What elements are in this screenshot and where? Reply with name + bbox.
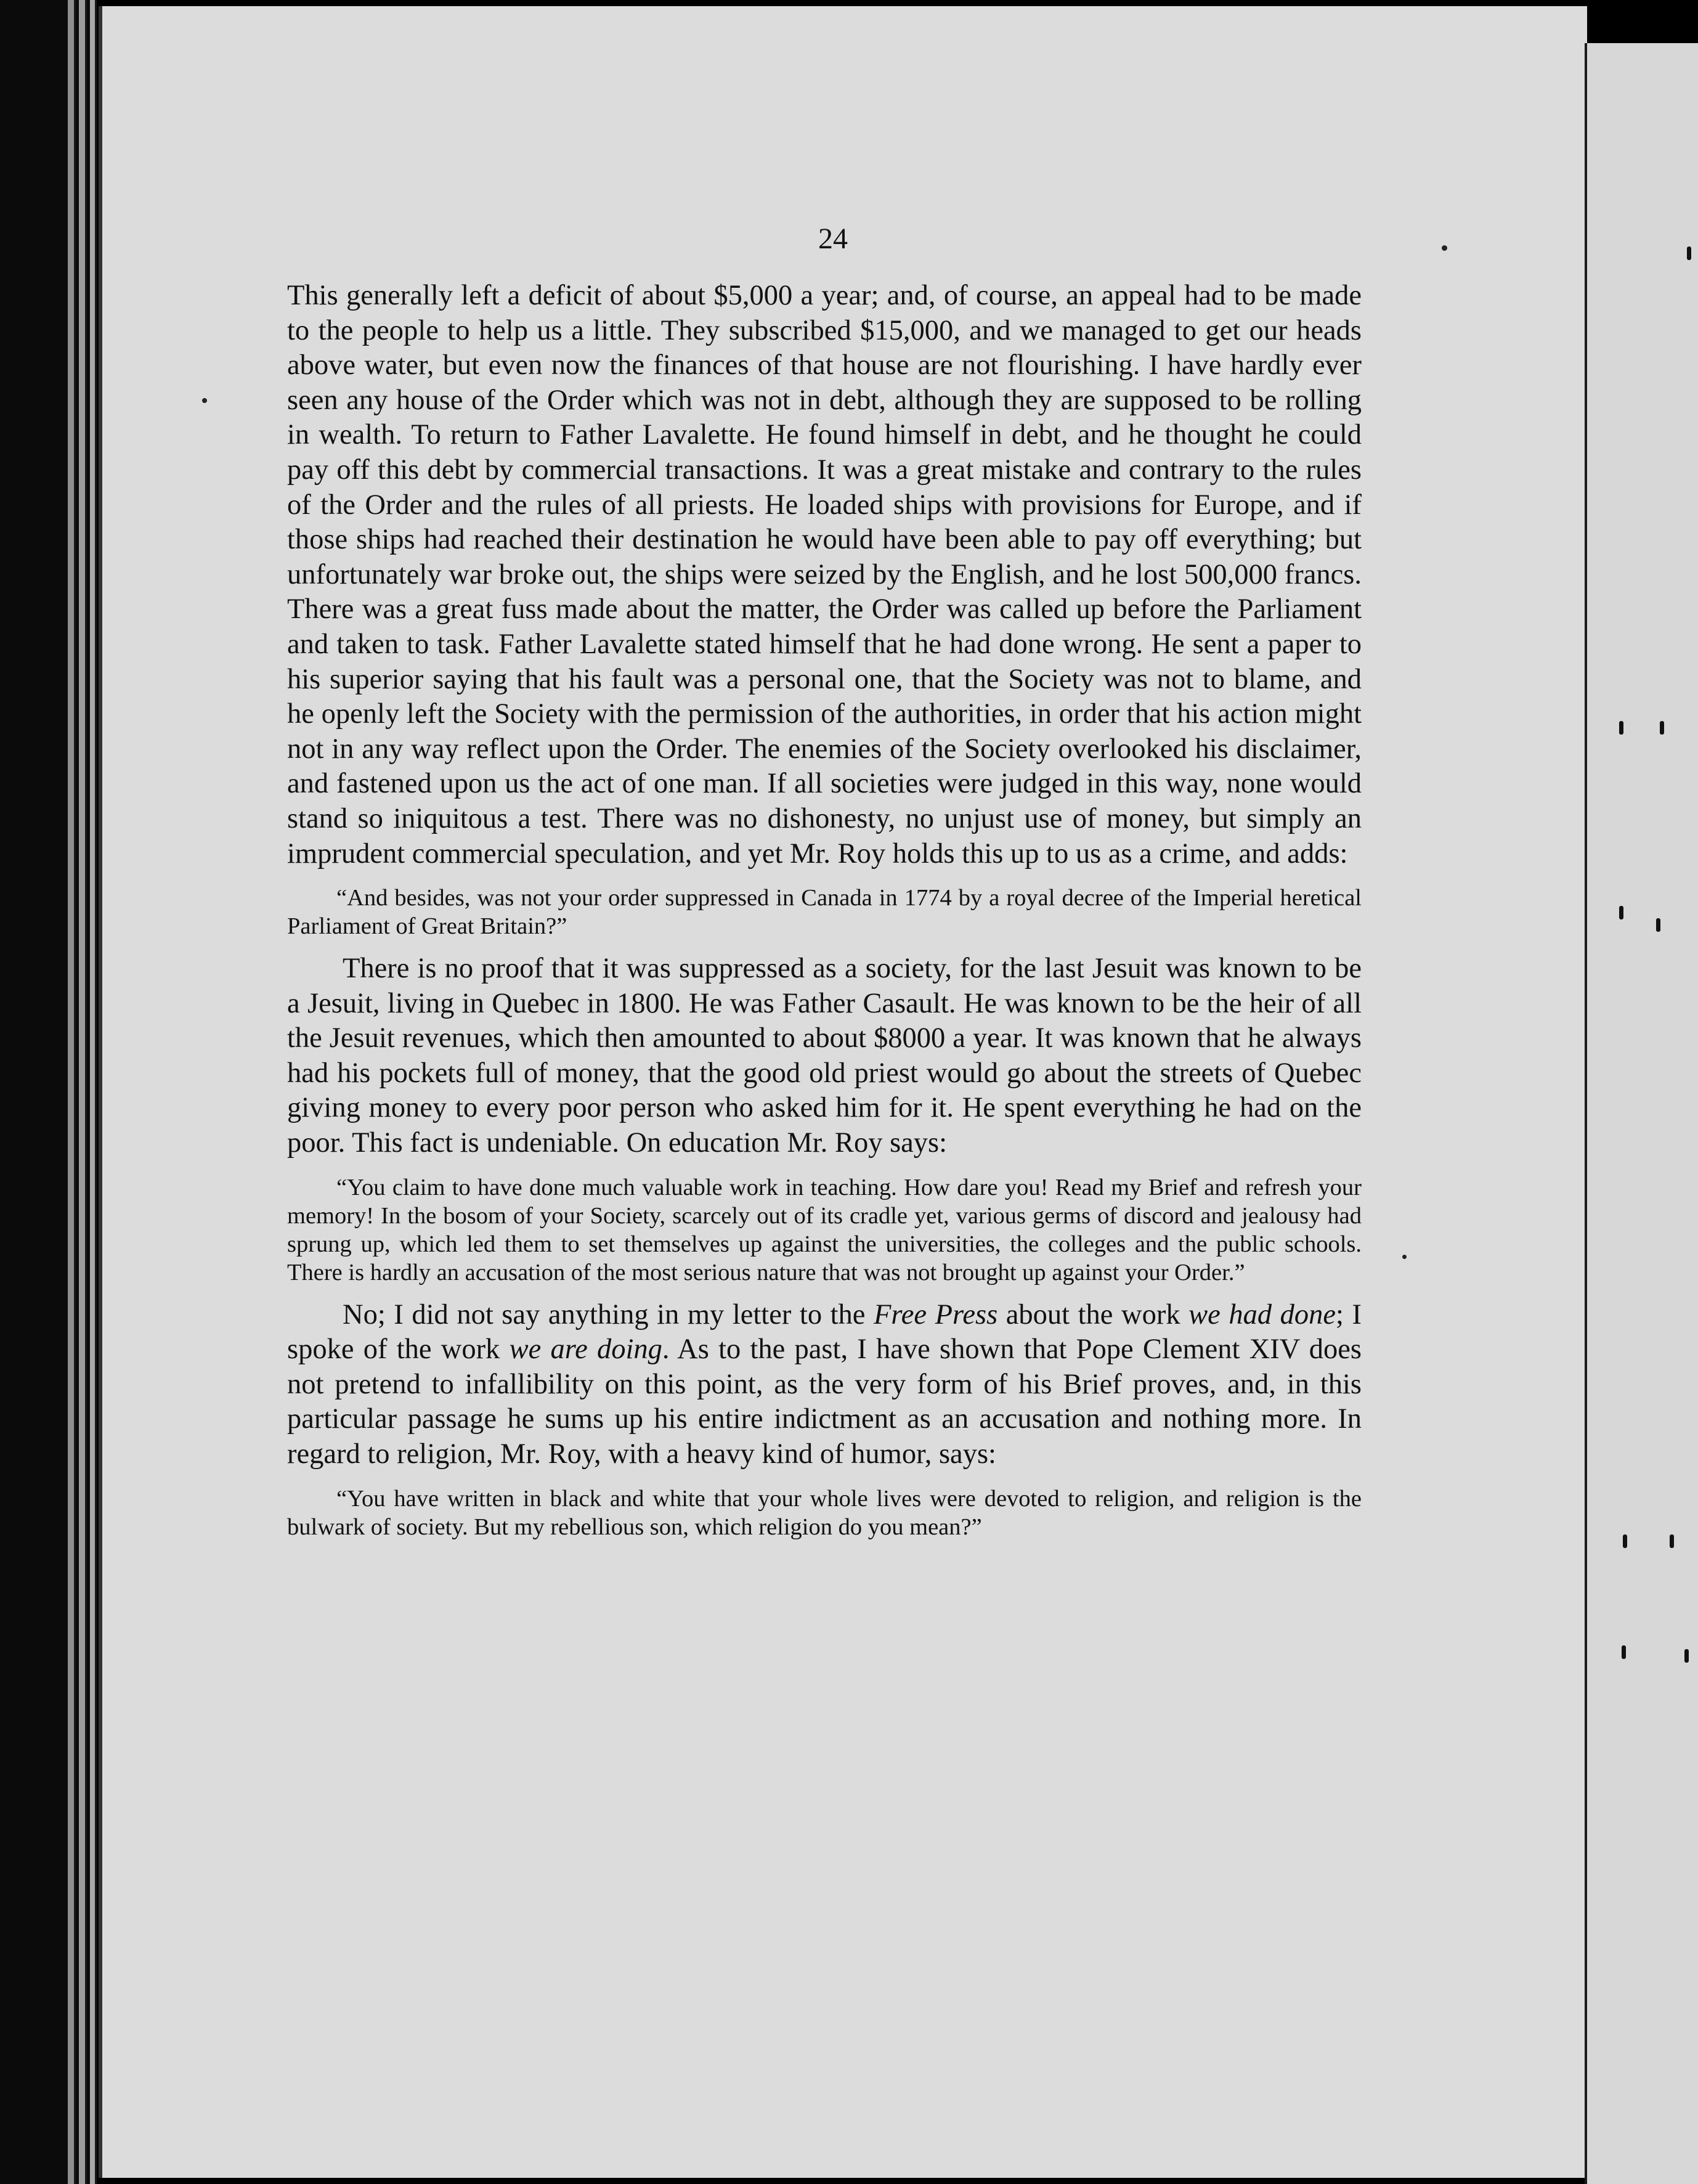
scan-speck xyxy=(1402,1255,1407,1259)
scan-speck xyxy=(1622,1645,1626,1659)
text-run: . As to the past, I have shown that Pope Clement XIV does not pretend to infallibility on this point, as the very form of his Brief proves, and, in this particular passage he sums up his entire indictment as an accusation and nothing more. In regard to religion, Mr. Roy, with a heavy kind of humor, says: xyxy=(287,1334,1362,1470)
page-stack-edge xyxy=(79,0,87,2184)
adjacent-page-edge xyxy=(1585,43,1698,2184)
page-body xyxy=(287,279,1362,1552)
scan-speck xyxy=(1619,906,1623,919)
scan-speck xyxy=(1687,247,1691,260)
scan-speck xyxy=(1619,721,1623,735)
page-stack-edge xyxy=(90,0,97,2184)
scan-speck xyxy=(1660,721,1664,735)
scan-speck xyxy=(1656,918,1660,932)
text-run: No; I did not say anything in my letter to the xyxy=(343,1298,874,1330)
block-quote: “You claim to have done much valuable work in teaching. How dare you! Read my Brief and refresh your memory! In the bosom of your Society, scarcely out of its cradle yet, various germs of discord and jealousy had sprung up, which led them to set themselves up against the universities, the colleges and the public schools. There is hardly an accusation of the most serious nature that was not brought up against your Order.” xyxy=(287,1174,1362,1286)
italic-text-run: we had done xyxy=(1188,1298,1336,1330)
scan-speck xyxy=(1623,1534,1627,1548)
italic-text-run: Free Press xyxy=(874,1298,998,1330)
body-paragraph: This generally left a deficit of about $5,000 a year; and, of course, an appeal had to be made to the people to help us a little. They subscribed $15,000, and we managed to get our heads above water, but even now the finances of that house are not flourishing. I have hardly ever seen any house of the Order which was not in debt, although they are supposed to be rolling in wealth. To return to Father Lavalette. He found himself in debt, and he thought he could pay off this debt by commercial transactions. It was a great mistake and contrary to the rules of the Order and the rules of all priests. He loaded ships with provisions for Europe, and if those ships had reached their destination he would have been able to pay off everything; but unfortunately war broke out, the ships were seized by the English, and he lost 500,000 francs. There was a great fuss made about the matter, the Order was called up before the Parliament and taken to task. Father Lavalette stated himself that he had done wrong. He sent a paper to his superior saying that his fault was a personal one, that the Society was not to blame, and he openly left the Society with the permission of the authorities, in order that his action might not in any way reflect upon the Order. The enemies of the Society overlooked his disclaimer, and fastened upon us the act of one man. If all societies were judged in this way, none would stand so iniquitous a test. There was no dishonesty, no unjust use of money, but simply an imprudent commercial speculation, and yet Mr. Roy holds this up to us as a crime, and adds: xyxy=(287,280,1362,870)
page-stack-edge xyxy=(68,0,76,2184)
scan-speck xyxy=(1684,1649,1689,1663)
scan-speck xyxy=(1442,245,1447,251)
block-quote: “You have written in black and white that your whole lives were devoted to religion, and religion is the bulwark of society. But my rebellious son, which religion do you mean?” xyxy=(287,1485,1362,1540)
italic-text-run: we are doing xyxy=(509,1334,662,1366)
scan-speck xyxy=(1670,1534,1674,1548)
text-run: ; I spoke of the work xyxy=(287,1298,1362,1366)
block-quote: “And besides, was not your order suppressed in Canada in 1774 by a royal decree of the Imperial heretical Parliament of Great Britain?” xyxy=(287,885,1362,940)
body-paragraph: There is no proof that it was suppressed as a society, for the last Jesuit was known to be a Jesuit, living in Quebec in 1800. He was Father Casault. He was known to be the heir of all the Jesuit revenues, which then amounted to about $8000 a year. It was known that he always had his pockets full of money, that the good old priest would go about the streets of Quebec giving money to every poor person who asked him for it. He spent everything he had on the poor. This fact is undeniable. On education Mr. Roy says: xyxy=(287,953,1362,1159)
body-paragraph xyxy=(287,1298,1362,1472)
page-number: 24 xyxy=(818,222,848,255)
scan-speck xyxy=(202,398,207,403)
text-run: about the work xyxy=(997,1298,1189,1330)
